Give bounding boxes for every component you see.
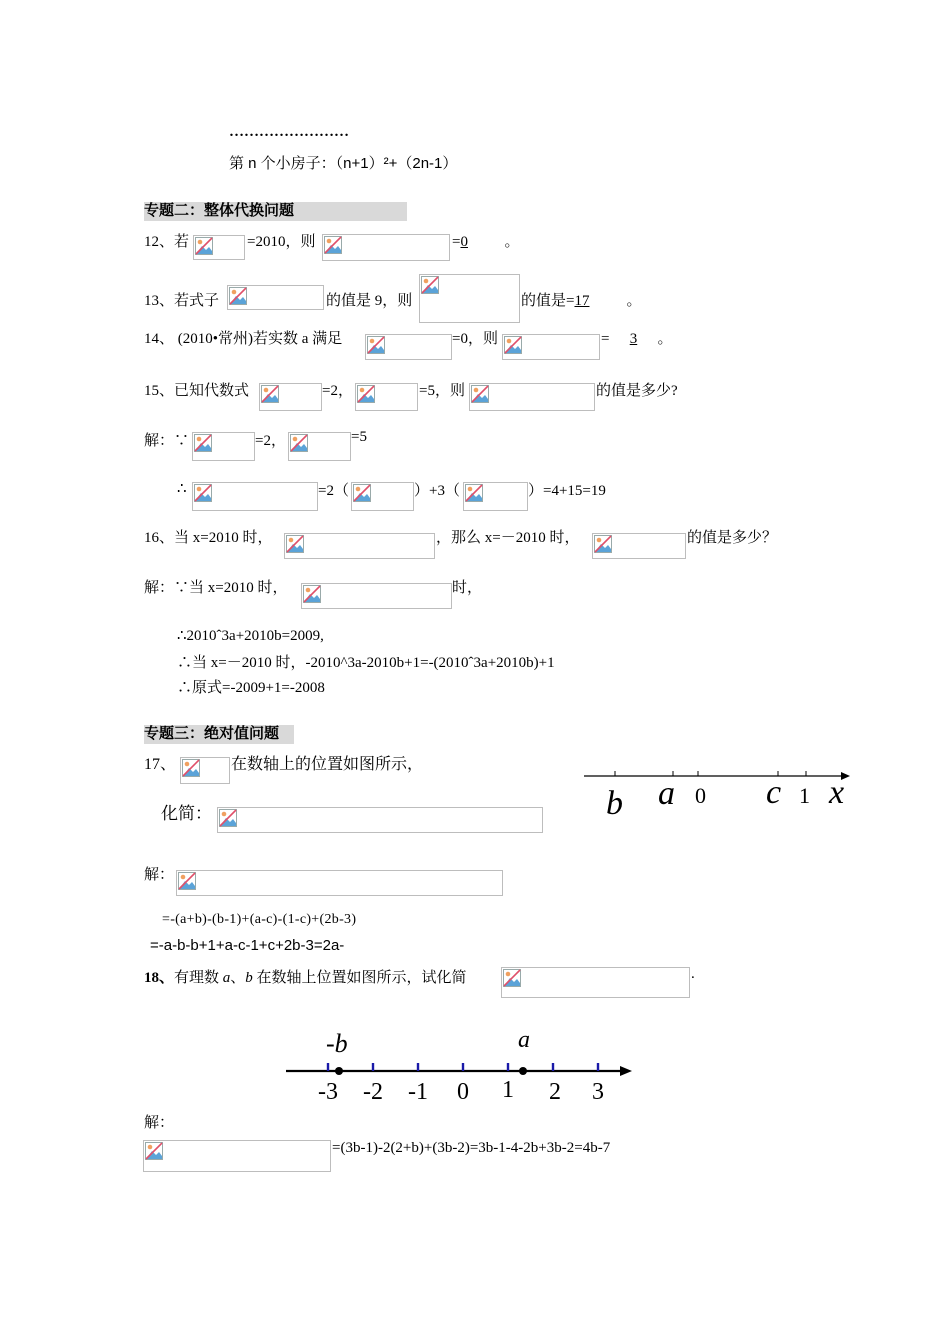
q16-formula-image-1 (284, 533, 435, 559)
q12-text-a: 12、若 (144, 234, 190, 250)
s17-line-1: =-(a+b)-(b-1)+(a-c)-(1-c)+(2b-3) (162, 912, 357, 927)
q18-text: 18、有理数 a、b 在数轴上位置如图所示，试化简 (144, 970, 467, 986)
axis18-tick-label: 0 (457, 1079, 469, 1105)
q13-formula-image-1 (227, 285, 324, 310)
s15-formula-image-5 (463, 482, 528, 511)
broken-image-icon (421, 276, 439, 294)
s15-formula-image-2 (288, 432, 351, 461)
axis17-label-c: c (766, 774, 782, 811)
broken-image-icon (229, 287, 247, 305)
section-3-title: 专题三：绝对值问题 (144, 725, 294, 744)
q16-formula-image-2 (592, 533, 686, 559)
q15-formula-image-3 (469, 383, 595, 411)
s16-text-a: 解：∵当 x=2010 时， (144, 580, 288, 596)
axis18-tick-label: 1 (502, 1077, 514, 1103)
q15-formula-image-1 (259, 383, 322, 411)
section-2-title: 专题二：整体代换问题 (144, 202, 407, 221)
broken-image-icon (504, 336, 522, 354)
q16-text-a: 16、当 x=2010 时， (144, 530, 273, 546)
broken-image-icon (353, 484, 371, 502)
broken-image-icon (261, 385, 279, 403)
q13-text-b: 的值是 9，则 (326, 293, 413, 309)
q12-text-b: =2010，则 (247, 234, 316, 250)
s15-formula-image-4 (351, 482, 414, 511)
axis18-point-b-label: -b (326, 1029, 348, 1058)
q15-text-d: 的值是多少? (596, 383, 678, 399)
s15-text-b: =2， (255, 433, 286, 449)
s18-label: 解： (144, 1115, 175, 1131)
broken-image-icon (286, 535, 304, 553)
axis18-tick-label: 2 (549, 1079, 561, 1105)
broken-image-icon (465, 484, 483, 502)
s15-text-f: ）+3（ (414, 483, 460, 499)
s15-text-c: =5 (351, 429, 367, 445)
q16-text-c: 的值是多少？ (687, 530, 778, 546)
q17-formula-image-1 (180, 757, 230, 784)
axis18-point-a-label: a (518, 1027, 530, 1053)
axis18-tick-label: -2 (363, 1079, 383, 1105)
broken-image-icon (367, 336, 385, 354)
q18-text-end: . (691, 966, 695, 982)
s16-text-b: 时， (452, 580, 483, 596)
q13-answer: 的值是=17。 (521, 293, 642, 309)
s18-result: =(3b-1)-2(2+b)+(3b-2)=3b-1-4-2b+3b-2=4b-7 (332, 1140, 611, 1156)
axis17-label-a: a (658, 775, 675, 812)
q14-answer: =3。 (601, 331, 673, 347)
q16-text-b: ，那么 x=－2010 时， (436, 530, 580, 546)
q17-simplify-label: 化简： (161, 804, 212, 823)
q12-formula-image-1 (193, 235, 245, 260)
q17-text-b: 在数轴上的位置如图所示， (231, 756, 424, 773)
broken-image-icon (303, 585, 321, 603)
s15-text-g: ）=4+15=19 (528, 483, 606, 499)
s15-text-d: ∴ (177, 481, 187, 497)
q17-text-a: 17、 (144, 756, 177, 773)
q12-formula-image-2 (322, 234, 450, 261)
broken-image-icon (357, 385, 375, 403)
broken-image-icon (594, 535, 612, 553)
q13-formula-image-2 (419, 274, 520, 323)
q17-formula-image-2 (217, 807, 543, 833)
q18-formula-image (501, 967, 690, 998)
q15-text-c: =5，则 (419, 383, 465, 399)
s17-formula-image (176, 870, 503, 896)
s16-formula-image (301, 583, 452, 609)
axis18-tick-label: -3 (318, 1079, 338, 1105)
s17-line-2: =-a-b-b+1+a-c-1+c+2b-3=2a- (150, 937, 345, 954)
s17-label: 解： (144, 867, 175, 883)
s18-formula-image (143, 1140, 331, 1172)
q12-answer: =0。 (452, 234, 520, 250)
q13-text-a: 13、若式子 (144, 293, 220, 309)
s16-line-2: ∴当 x=－2010 时，-2010^3a-2010b+1=-(2010ˆ3a+2010b)+1 (177, 655, 555, 671)
axis17-label-x: x (829, 774, 845, 811)
broken-image-icon (178, 872, 196, 890)
q15-text-a: 15、已知代数式 (144, 383, 250, 399)
ellipsis-line: …………………… (229, 124, 349, 140)
broken-image-icon (324, 236, 342, 254)
q14-text-a: 14、 (2010•常州)若实数 a 满足 (144, 331, 343, 347)
axis17-label-0: 0 (695, 783, 706, 808)
q18-number-line (280, 1025, 640, 1105)
q14-text-b: =0，则 (452, 331, 498, 347)
broken-image-icon (290, 434, 308, 452)
q14-formula-image-2 (502, 334, 600, 360)
broken-image-icon (182, 759, 200, 777)
q15-text-b: =2， (322, 383, 353, 399)
broken-image-icon (194, 484, 212, 502)
broken-image-icon (219, 809, 237, 827)
nth-house-formula: 第 n 个小房子：（n+1）²+（2n-1） (229, 155, 458, 172)
axis18-tick-label: 3 (592, 1079, 604, 1105)
q17-number-line (580, 760, 855, 820)
s15-formula-image-1 (192, 432, 255, 461)
broken-image-icon (471, 385, 489, 403)
axis17-label-b: b (606, 785, 623, 820)
s15-formula-image-3 (192, 482, 318, 511)
broken-image-icon (194, 434, 212, 452)
broken-image-icon (145, 1142, 163, 1160)
s16-line-1: ∴2010ˆ3a+2010b=2009, (177, 628, 324, 644)
broken-image-icon (195, 237, 213, 255)
q15-formula-image-2 (355, 383, 418, 411)
s15-text-a: 解：∵ (144, 433, 190, 449)
axis18-tick-label: -1 (408, 1079, 428, 1105)
broken-image-icon (503, 969, 521, 987)
axis17-label-1: 1 (799, 783, 810, 808)
s15-text-e: =2（ (318, 483, 349, 499)
q14-formula-image-1 (365, 334, 452, 360)
s16-line-3: ∴原式=-2009+1=-2008 (177, 680, 325, 696)
